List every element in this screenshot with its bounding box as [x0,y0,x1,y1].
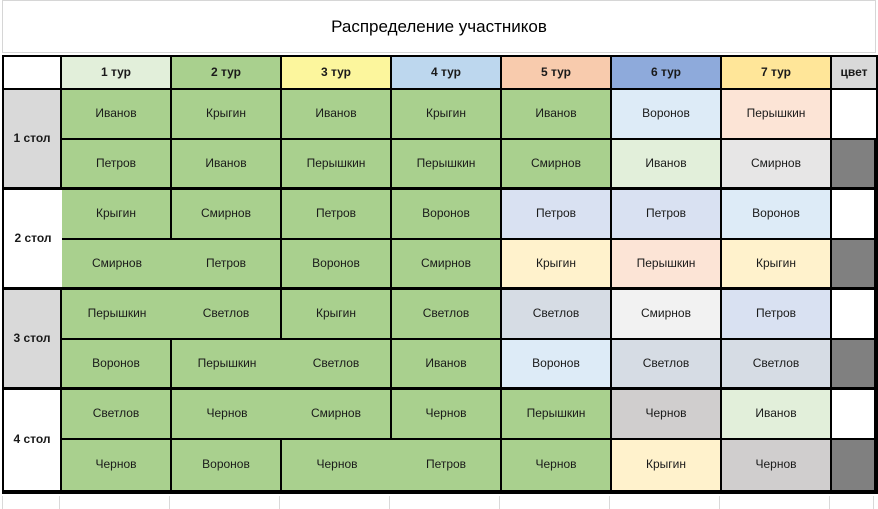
participant-cell[interactable]: Крыгин [392,90,502,140]
participant-cell[interactable]: Воронов [62,340,172,390]
participant-cell[interactable]: Перышкин [172,340,282,390]
color-swatch-cell[interactable] [832,390,876,440]
participant-cell[interactable]: Смирнов [502,140,612,190]
participant-cell[interactable]: Воронов [502,340,612,390]
participant-cell[interactable]: Чернов [62,440,172,490]
participant-cell[interactable]: Чернов [392,390,502,440]
participant-cell[interactable]: Крыгин [722,240,832,290]
participant-cell[interactable]: Светлов [282,340,392,390]
participant-cell[interactable]: Крыгин [172,90,282,140]
participant-cell[interactable]: Воронов [722,190,832,240]
participant-cell[interactable]: Перышкин [722,90,832,140]
participant-cell[interactable]: Крыгин [282,290,392,340]
participant-cell[interactable]: Чернов [282,440,392,490]
color-swatch-cell[interactable] [832,240,876,290]
participant-cell[interactable]: Светлов [502,290,612,340]
header-round-4[interactable]: 4 тур [392,57,502,90]
participant-cell[interactable]: Иванов [392,340,502,390]
participant-cell[interactable]: Перышкин [392,140,502,190]
participant-cell[interactable]: Иванов [172,140,282,190]
table-label-2[interactable]: 2 стол [4,190,62,290]
participant-cell[interactable]: Чернов [722,440,832,490]
color-swatch-cell[interactable] [832,190,876,240]
participant-cell[interactable]: Смирнов [62,240,172,290]
participant-cell[interactable]: Светлов [62,390,172,440]
participant-cell[interactable]: Иванов [502,90,612,140]
header-round-7[interactable]: 7 тур [722,57,832,90]
participant-cell[interactable]: Иванов [722,390,832,440]
participant-cell[interactable]: Крыгин [62,190,172,240]
participant-cell[interactable]: Перышкин [612,240,722,290]
participant-cell[interactable]: Смирнов [282,390,392,440]
participant-cell[interactable]: Петров [172,240,282,290]
participant-cell[interactable]: Петров [502,190,612,240]
table-label-3[interactable]: 3 стол [4,290,62,390]
color-swatch-cell[interactable] [832,90,876,140]
header-round-3[interactable]: 3 тур [282,57,392,90]
page-title: Распределение участников [2,0,876,53]
header-round-2[interactable]: 2 тур [172,57,282,90]
participant-cell[interactable]: Петров [282,190,392,240]
participant-cell[interactable]: Петров [722,290,832,340]
header-round-6[interactable]: 6 тур [612,57,722,90]
header-color-column[interactable]: цвет [832,57,876,90]
participant-cell[interactable]: Светлов [172,290,282,340]
color-swatch-cell[interactable] [832,440,876,490]
participant-cell[interactable]: Перышкин [62,290,172,340]
participant-cell[interactable]: Светлов [612,340,722,390]
header-round-1[interactable]: 1 тур [62,57,172,90]
spreadsheet-gridlines [2,496,874,509]
color-swatch-cell[interactable] [832,340,876,390]
table-label-1[interactable]: 1 стол [4,90,62,190]
color-swatch-cell[interactable] [832,290,876,340]
participant-cell[interactable]: Крыгин [612,440,722,490]
participant-cell[interactable]: Чернов [612,390,722,440]
participant-cell[interactable]: Воронов [612,90,722,140]
participant-cell[interactable]: Петров [612,190,722,240]
participant-cell[interactable]: Воронов [392,190,502,240]
table-label-4[interactable]: 4 стол [4,390,62,490]
distribution-table [2,55,878,494]
participant-cell[interactable]: Светлов [722,340,832,390]
participant-cell[interactable]: Светлов [392,290,502,340]
participant-cell[interactable]: Смирнов [612,290,722,340]
header-round-5[interactable]: 5 тур [502,57,612,90]
participant-cell[interactable]: Петров [392,440,502,490]
corner-cell[interactable] [4,57,62,90]
participant-cell[interactable]: Иванов [62,90,172,140]
participant-cell[interactable]: Чернов [172,390,282,440]
participant-cell[interactable]: Воронов [282,240,392,290]
participant-cell[interactable]: Чернов [502,440,612,490]
participant-cell[interactable]: Крыгин [502,240,612,290]
participant-cell[interactable]: Иванов [282,90,392,140]
participant-cell[interactable]: Смирнов [722,140,832,190]
participant-cell[interactable]: Перышкин [282,140,392,190]
color-swatch-cell[interactable] [832,140,876,190]
participant-cell[interactable]: Петров [62,140,172,190]
participant-cell[interactable]: Смирнов [172,190,282,240]
participant-cell[interactable]: Иванов [612,140,722,190]
participant-cell[interactable]: Смирнов [392,240,502,290]
participant-cell[interactable]: Воронов [172,440,282,490]
participant-cell[interactable]: Перышкин [502,390,612,440]
